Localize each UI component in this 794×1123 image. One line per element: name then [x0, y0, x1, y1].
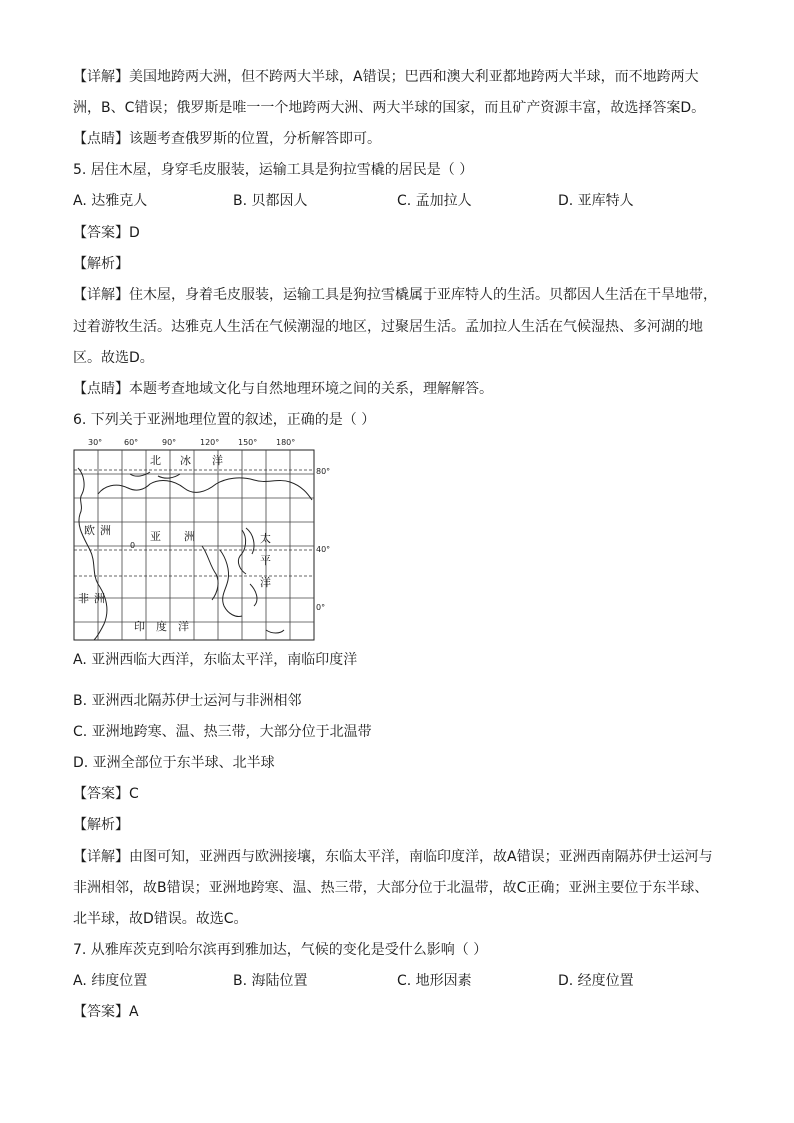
- q6-option-a: A. 亚洲西临大西洋，东临太平洋，南临印度洋: [73, 652, 358, 668]
- q6-analysis-heading: 【解析】: [73, 817, 129, 833]
- q5-tip: 【点睛】本题考查地域文化与自然地理环境之间的关系，理解解答。: [73, 381, 493, 397]
- label-europe-1: 欧: [84, 524, 95, 537]
- label-pacific-3: 洋: [260, 576, 271, 589]
- q5-option-d: D. 亚库特人: [558, 193, 634, 209]
- q6-option-d: D. 亚洲全部位于东半球、北半球: [73, 755, 275, 771]
- map-meridians: [98, 450, 290, 640]
- q6-detail-line-3: 北半球，故D错误。故选C。: [73, 911, 248, 927]
- q6-detail-line-1: 【详解】由图可知，亚洲西与欧洲接壤，东临太平洋，南临印度洋，故A错误；亚洲西南隔苏伊士运河与: [73, 849, 713, 865]
- q6-option-c: C. 亚洲地跨寒、温、热三带，大部分位于北温带: [73, 724, 372, 740]
- label-africa-2: 洲: [94, 592, 105, 605]
- q7-option-b: B. 海陆位置: [233, 973, 308, 989]
- label-arctic-3: 洋: [212, 454, 223, 467]
- q4-tip: 【点睛】该题考查俄罗斯的位置，分析解答即可。: [73, 131, 381, 147]
- label-pacific-1: 太: [260, 532, 271, 545]
- map-lon-30: 30°: [88, 438, 103, 447]
- q4-detail-line-1: 【详解】美国地跨两大洲，但不跨两大半球，A错误；巴西和澳大利亚都地跨两大半球，而不地跨两大: [73, 69, 699, 85]
- map-lat-40: 40°: [316, 545, 331, 554]
- q5-analysis-heading: 【解析】: [73, 256, 129, 272]
- q5-option-b: B. 贝都因人: [233, 193, 308, 209]
- q5-answer: 【答案】D: [73, 225, 140, 241]
- map-zero-label: 0: [130, 541, 136, 550]
- q4-detail-line-2: 洲，B、C错误；俄罗斯是唯一一个地跨两大洲、两大半球的国家，而且矿产资源丰富，故选择答案D。: [73, 100, 706, 116]
- label-indian-2: 度: [156, 620, 167, 633]
- q7-option-c: C. 地形因素: [397, 973, 472, 989]
- q6-stem: 6. 下列关于亚洲地理位置的叙述，正确的是（ ）: [73, 412, 376, 428]
- q5-detail-line-2: 过着游牧生活。达雅克人生活在气候潮湿的地区，过聚居生活。孟加拉人生活在气候湿热、多河湖的地: [73, 319, 703, 335]
- q7-option-d: D. 经度位置: [558, 973, 634, 989]
- map-lat-80: 80°: [316, 467, 331, 476]
- map-lon-60: 60°: [124, 438, 139, 447]
- label-europe-2: 洲: [100, 524, 111, 537]
- map-lon-150: 150°: [238, 438, 258, 447]
- asia-map-figure: [70, 434, 332, 646]
- map-lat-0: 0°: [316, 603, 326, 612]
- map-lon-180: 180°: [276, 438, 296, 447]
- q6-option-b: B. 亚洲西北隔苏伊士运河与非洲相邻: [73, 693, 302, 709]
- label-arctic-1: 北: [150, 454, 161, 467]
- q7-option-a: A. 纬度位置: [73, 973, 148, 989]
- q5-option-c: C. 孟加拉人: [397, 193, 472, 209]
- q5-detail-line-1: 【详解】住木屋，身着毛皮服装，运输工具是狗拉雪橇属于亚库特人的生活。贝都因人生活在干旱地带，: [73, 287, 717, 303]
- label-africa-1: 非: [78, 592, 89, 605]
- map-lon-90: 90°: [162, 438, 177, 447]
- label-indian-1: 印: [134, 620, 145, 633]
- label-indian-3: 洋: [178, 620, 189, 633]
- label-asia-1: 亚: [150, 530, 161, 543]
- label-pacific-2: 平: [260, 554, 271, 567]
- label-asia-2: 洲: [184, 530, 195, 543]
- q6-detail-line-2: 非洲相邻，故B错误；亚洲地跨寒、温、热三带，大部分位于北温带，故C正确；亚洲主要位于东半球、: [73, 880, 709, 896]
- q5-stem: 5. 居住木屋，身穿毛皮服装，运输工具是狗拉雪橇的居民是（ ）: [73, 162, 474, 178]
- q5-detail-line-3: 区。故选D。: [73, 350, 154, 366]
- q6-answer: 【答案】C: [73, 786, 139, 802]
- map-lon-120: 120°: [200, 438, 220, 447]
- label-arctic-2: 冰: [180, 454, 191, 467]
- q7-answer: 【答案】A: [73, 1004, 139, 1020]
- q7-stem: 7. 从雅库茨克到哈尔滨再到雅加达，气候的变化是受什么影响（ ）: [73, 942, 488, 958]
- q5-option-a: A. 达雅克人: [73, 193, 148, 209]
- map-coastlines: [78, 468, 312, 640]
